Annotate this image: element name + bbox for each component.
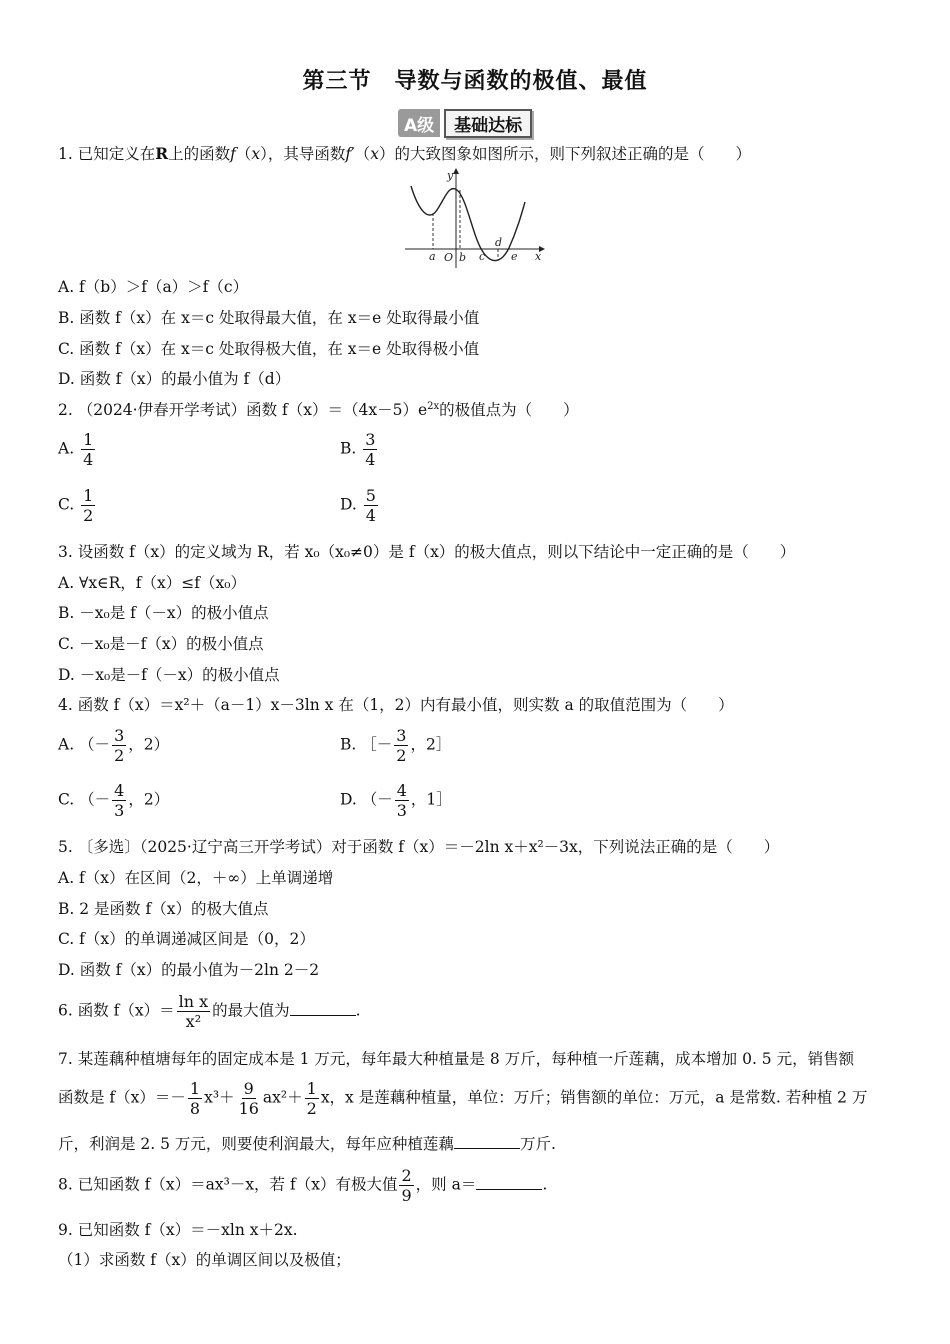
q1-stem-part: 1. 已知定义在 xyxy=(58,145,156,163)
denominator: 2 xyxy=(396,746,407,765)
q7-part: 万斤. xyxy=(519,1135,556,1153)
q6-suffix: 的最大值为 xyxy=(212,1001,290,1020)
q2-option-c xyxy=(58,486,97,525)
denominator: 4 xyxy=(83,450,94,469)
answer-blank[interactable] xyxy=(476,1175,542,1190)
denominator: 16 xyxy=(238,1099,259,1118)
q4-option-a xyxy=(58,726,169,765)
q1-option-d: D. 函数 f（x）的最小值为 f（d） xyxy=(58,370,291,388)
q1-stem-x: x xyxy=(370,145,379,163)
q2-stem-end: 的极值点为（ ） xyxy=(439,401,579,419)
option-label: B. xyxy=(340,439,357,458)
q1-stem-part: 上的函数 xyxy=(168,145,231,163)
numerator: 3 xyxy=(365,430,376,449)
q9-stem: 9. 已知函数 f（x）＝－xln x＋2x. xyxy=(58,1221,298,1239)
numerator: 3 xyxy=(114,726,125,745)
q6-end: . xyxy=(355,1001,361,1020)
q1-option-a: A. f（b）＞f（a）＞f（c） xyxy=(58,278,249,296)
denominator: 4 xyxy=(365,450,376,469)
q2-stem xyxy=(58,399,579,421)
label-c: c xyxy=(479,250,486,263)
q8-line xyxy=(58,1166,547,1205)
label-d: d xyxy=(495,236,503,249)
label-b: b xyxy=(459,251,467,264)
level-tag: A级 xyxy=(398,109,440,137)
q7-part: 函数是 f（x）＝－ xyxy=(58,1088,186,1107)
q4-option-c xyxy=(58,781,169,820)
q5-option-d: D. 函数 f（x）的最小值为－2ln 2－2 xyxy=(58,961,320,979)
q7-line-3 xyxy=(58,1133,556,1155)
q3-option-c: C. －x₀是－f（x）的极小值点 xyxy=(58,635,264,653)
numerator: 1 xyxy=(189,1079,201,1098)
option-prefix: B. ［－ xyxy=(340,735,393,754)
q2-option-a xyxy=(58,430,97,469)
denominator: 3 xyxy=(114,801,125,820)
denominator: 4 xyxy=(365,506,376,525)
q8-end: . xyxy=(542,1175,548,1194)
q5-option-a: A. f（x）在区间（2，＋∞）上单调递增 xyxy=(58,869,334,887)
numerator: 4 xyxy=(114,781,125,800)
level-name: 基础达标 xyxy=(444,109,532,138)
q1-option-b: B. 函数 f（x）在 x＝c 处取得最大值，在 x＝e 处取得最小值 xyxy=(58,309,480,327)
numerator: 1 xyxy=(83,486,94,505)
option-label: A. xyxy=(58,439,75,458)
q3-option-d: D. －x₀是－f（－x）的极小值点 xyxy=(58,666,280,684)
q5-option-b: B. 2 是函数 f（x）的极大值点 xyxy=(58,900,269,918)
q1-stem-part: （ xyxy=(354,145,371,163)
answer-blank[interactable] xyxy=(290,1001,356,1016)
q7-line-1: 7. 某莲藕种植塘每年的固定成本是 1 万元，每年最大种植量是 8 万斤，每种植一斤莲藕，成本增加 0. 5 元，销售额 xyxy=(58,1050,855,1068)
denominator: 9 xyxy=(401,1186,412,1205)
q6-prefix: 6. 函数 f（x）＝ xyxy=(58,1001,175,1020)
q2-exponent: 2x xyxy=(427,400,440,412)
q4-stem: 4. 函数 f（x）＝x²＋（a－1）x－3ln x 在（1，2）内有最小值，则实数 a 的取值范围为（ ） xyxy=(58,696,734,714)
denominator: 2 xyxy=(306,1099,317,1118)
option-label: D. xyxy=(340,495,357,514)
label-O: O xyxy=(444,251,454,264)
q1-option-c: C. 函数 f（x）在 x＝c 处取得极大值，在 x＝e 处取得极小值 xyxy=(58,340,480,358)
q4-option-d xyxy=(340,781,452,820)
q1-stem-R: R xyxy=(155,144,169,163)
answer-blank[interactable] xyxy=(454,1134,520,1149)
option-suffix: ，2） xyxy=(128,735,170,754)
denominator: 2 xyxy=(114,746,125,765)
q7-part: x，x 是莲藕种植量，单位：万斤；销售额的单位：万元，a 是常数. 若种植 2 万 xyxy=(320,1088,868,1107)
numerator: 2 xyxy=(401,1166,412,1185)
q8-mid: ，则 a＝ xyxy=(415,1175,477,1194)
fraction xyxy=(394,726,408,765)
fraction xyxy=(81,486,95,525)
fraction xyxy=(112,726,126,765)
fraction xyxy=(112,781,126,820)
numerator: 4 xyxy=(396,781,407,800)
q3-option-b: B. －x₀是 f（－x）的极小值点 xyxy=(58,604,269,622)
fraction xyxy=(81,430,95,469)
q1-stem-x: x xyxy=(251,145,261,163)
derivative-graph xyxy=(405,168,545,270)
q3-stem: 3. 设函数 f（x）的定义域为 R，若 x₀（x₀≠0）是 f（x）的极大值点，则以下结论中一定正确的是（ ） xyxy=(58,543,796,561)
q1-stem-part: ）的大致图象如图所示，则下列叙述正确的是（ ） xyxy=(378,145,751,163)
level-badge xyxy=(398,109,532,137)
label-x: x xyxy=(535,250,542,263)
label-y: y xyxy=(447,169,454,182)
y-axis-arrow xyxy=(453,168,459,174)
denominator: 3 xyxy=(396,801,407,820)
q3-option-a: A. ∀x∈R，f（x）≤f（x₀） xyxy=(58,574,246,592)
fraction xyxy=(188,1079,202,1118)
option-suffix: ，2） xyxy=(128,790,170,809)
option-prefix: A. （－ xyxy=(58,735,111,754)
fraction xyxy=(177,992,211,1031)
q8-prefix: 8. 已知函数 f（x）＝ax³－x，若 f（x）有极大值 xyxy=(58,1175,398,1194)
option-suffix: ，2］ xyxy=(410,735,452,754)
q7-part: ax²＋ xyxy=(262,1088,303,1107)
label-e: e xyxy=(511,250,518,263)
option-label: C. xyxy=(58,495,75,514)
denominator: x² xyxy=(185,1012,202,1031)
fraction xyxy=(237,1079,261,1118)
q1-stem-part: （ xyxy=(235,145,252,163)
fraction xyxy=(395,781,409,820)
fraction xyxy=(363,430,377,469)
q1-stem xyxy=(58,143,751,165)
page-title: 第三节 导数与函数的极值、最值 xyxy=(302,69,648,94)
option-suffix: ，1］ xyxy=(410,790,452,809)
fraction xyxy=(305,1079,319,1118)
numerator: ln x xyxy=(178,992,209,1011)
numerator: 1 xyxy=(83,430,94,449)
q2-option-b xyxy=(340,430,379,469)
option-prefix: C. （－ xyxy=(58,790,111,809)
q7-part: x³＋ xyxy=(204,1088,235,1107)
q1-stem-part: ），其导函数 xyxy=(260,145,346,163)
fraction xyxy=(399,1166,413,1205)
q2-option-d xyxy=(340,486,380,525)
denominator: 8 xyxy=(189,1099,201,1118)
option-prefix: D. （－ xyxy=(340,790,393,809)
q6-line xyxy=(58,992,361,1031)
label-a: a xyxy=(429,250,436,263)
q2-stem-text: 2. （2024·伊春开学考试）函数 f（x）＝（4x－5）e xyxy=(58,401,428,419)
q1-stem-f: f xyxy=(230,145,236,163)
q5-stem: 5. 〔多选〕（2025·辽宁高三开学考试）对于函数 f（x）＝－2ln x＋x²－3x，下列说法正确的是（ ） xyxy=(58,838,780,856)
fraction xyxy=(364,486,378,525)
numerator: 1 xyxy=(306,1079,317,1098)
q4-option-b xyxy=(340,726,451,765)
numerator: 5 xyxy=(365,486,376,505)
q7-line-2 xyxy=(58,1079,867,1118)
q5-option-c: C. f（x）的单调递减区间是（0，2） xyxy=(58,930,315,948)
q1-stem-fprime: f′ xyxy=(345,145,355,163)
denominator: 2 xyxy=(83,506,94,525)
numerator: 3 xyxy=(396,726,407,745)
q7-part: 斤，利润是 2. 5 万元，则要使利润最大，每年应种植莲藕 xyxy=(58,1135,454,1153)
numerator: 9 xyxy=(243,1079,254,1098)
q9-part-1: （1）求函数 f（x）的单调区间以及极值； xyxy=(58,1251,351,1269)
